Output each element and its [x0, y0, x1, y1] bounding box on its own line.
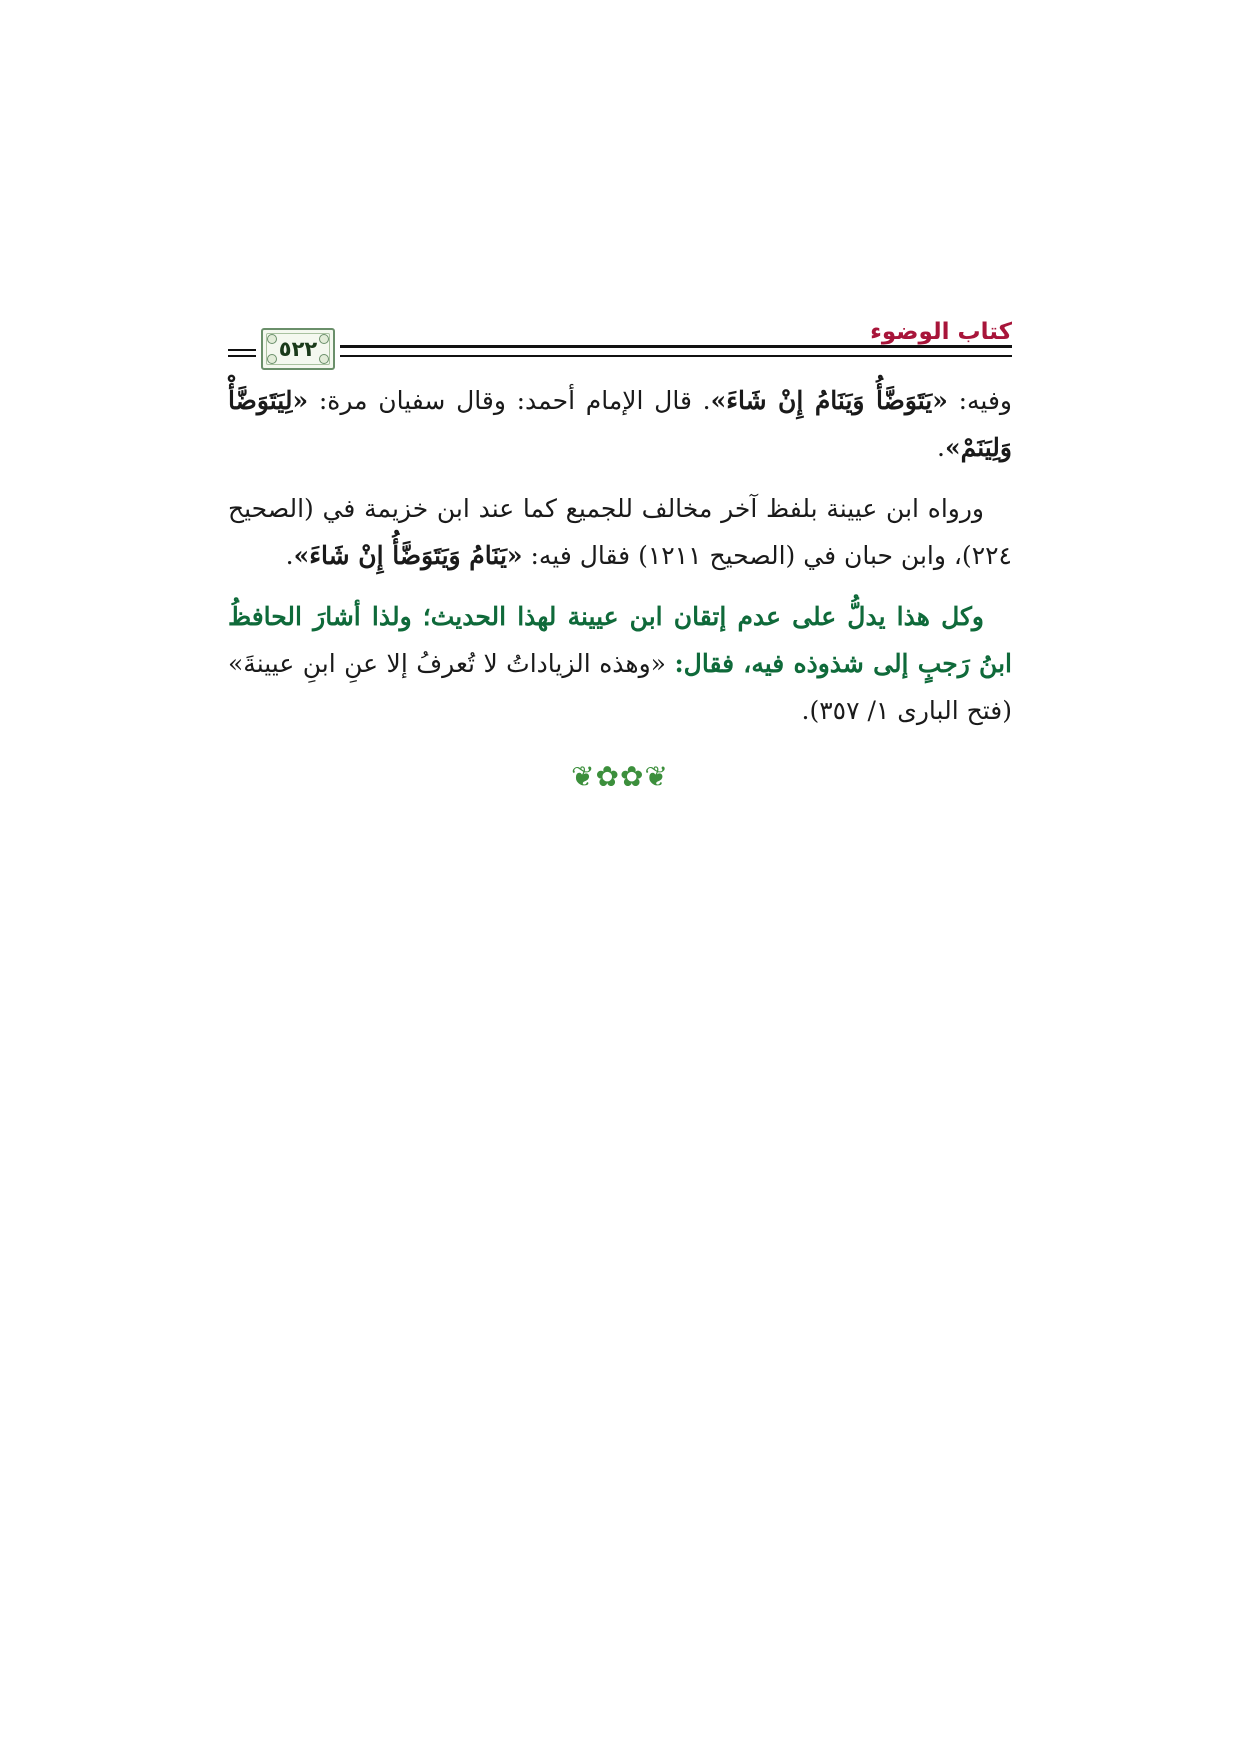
header-rule-thick	[340, 345, 1012, 348]
page-header	[228, 305, 1012, 365]
paragraph-text: .	[937, 433, 945, 462]
hadith-quote: «لِيَتَوَضَّأْ وَلِيَنَمْ»	[228, 386, 1012, 462]
ornament-corner-icon	[267, 354, 277, 364]
chapter-title: كتاب الوضوء	[870, 319, 1012, 345]
hadith-quote: «يَتَوَضَّأُ وَيَنَامُ إِنْ شَاءَ»	[710, 386, 948, 415]
header-rule-short	[228, 355, 256, 357]
page-number-badge	[261, 328, 335, 370]
section-end-ornament-icon: ❦✿✿❦	[571, 760, 669, 793]
paragraph	[228, 377, 1012, 471]
header-rule-thin	[340, 355, 1012, 357]
commentary-text: وكل هذا يدلُّ على عدم إتقان ابن عيينة لهذا الحديث؛ ولذا أشارَ الحافظُ ابنُ رَجبٍ إلى شذوذه فيه، فقال:	[228, 602, 1012, 678]
paragraph	[228, 485, 1012, 579]
page-body	[228, 377, 1012, 734]
header-rule-short	[228, 349, 256, 351]
page-number: ٥٢٢	[278, 337, 318, 361]
paragraph-text: ورواه ابن عيينة بلفظ آخر مخالف للجميع كما عند ابن خزيمة في (الصحيح ٢٢٤)، وابن حبان في (الصحيح ١٢١١) فقال فيه:	[228, 494, 1012, 570]
paragraph-text: . قال الإمام أحمد: وقال سفيان مرة:	[308, 386, 711, 415]
paragraph-text: وفيه:	[947, 386, 1012, 415]
hadith-quote: «يَنَامُ وَيَتَوَضَّأُ إِنْ شَاءَ»	[293, 541, 523, 570]
paragraph-text: .	[285, 541, 294, 570]
paragraph	[228, 593, 1012, 734]
paragraph-text: «وهذه الزياداتُ لا تُعرفُ إلا عنِ ابنِ عيينةَ» (فتح البارى ١/ ٣٥٧).	[228, 649, 1012, 725]
ornament-corner-icon	[267, 334, 277, 344]
book-page	[228, 305, 1012, 793]
ornament-corner-icon	[319, 354, 329, 364]
ornament-corner-icon	[319, 334, 329, 344]
